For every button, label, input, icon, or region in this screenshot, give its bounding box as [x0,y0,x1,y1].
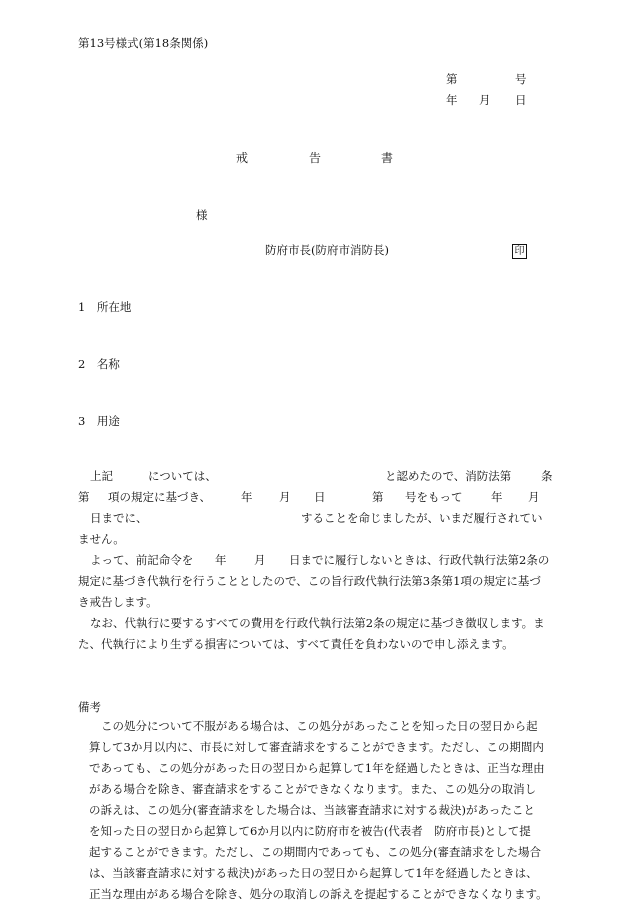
remarks-line: であっても、この処分があった日の翌日から起算して1年を経過したときは、正当な理由 [89,761,545,775]
remarks-line: がある場合を除き、審査請求をすることができなくなります。また、この処分の取消し [89,782,537,796]
body-row-8: なお、代執行に要するすべての費用を行政代執行法第2条の規定に基づき徴収します。ま [90,616,545,630]
body-text: 月 [528,490,540,504]
body-row-1 [0,471,630,485]
body-text: 第 [372,490,384,504]
form-label: 第13号様式(第18条関係) [78,36,209,50]
body-row-4: ません。 [78,532,125,546]
number-prefix: 第 [446,72,458,86]
body-text: 年 [215,553,227,567]
title-char-1: 戒 [236,151,249,165]
body-text: 上記 [90,469,113,483]
body-row-2 [0,492,630,506]
item-location: 1 所在地 [78,300,132,314]
remarks-line: 算して3か月以内に、市長に対して審査請求をすることができます。ただし、この期間内 [89,740,544,754]
body-text: することを命じましたが、いまだ履行されてい [301,511,543,525]
remarks-line: 正当な理由がある場合を除き、処分の取消しの訴えを提起することができなくなります。 [89,887,548,901]
body-text: と認めたので、消防法第 [385,469,512,483]
body-text: 月 [279,490,291,504]
seal-mark [512,244,527,259]
body-text: 条 [541,469,553,483]
date-month: 月 [479,93,491,107]
remarks-line: の訴えは、この処分(審査請求をした場合は、当該審査請求に対する裁決)があったこと [89,803,535,817]
body-text: 日 [314,490,326,504]
body-text: 第 [78,490,90,504]
issuer-name: 防府市長(防府市消防長) [265,243,389,257]
number-suffix: 号 [515,72,527,86]
body-text: 日までに、 [90,511,148,525]
addressee-suffix: 様 [196,208,208,222]
title-char-2: 告 [309,151,322,165]
date-day: 日 [515,93,527,107]
body-row-3 [0,513,630,527]
remarks-heading: 備考 [78,700,101,714]
body-row-6: 規定に基づき代執行を行うこととしたので、この旨行政代執行法第3条第1項の規定に基づ [78,574,541,588]
body-row-5 [0,555,630,569]
title-char-3: 書 [381,151,394,165]
remarks-line: 起することができます。ただし、この期間内であっても、この処分(審査請求をした場合 [89,845,541,859]
body-row-9: た、代執行により生ずる損害については、すべて責任を負わないので申し添えます。 [78,637,514,651]
remarks-line: は、当該審査請求に対する裁決)があった日の翌日から起算して1年を経過したときは、 [89,866,538,880]
body-text: よって、前記命令を [90,553,194,567]
remarks-line: この処分について不服がある場合は、この処分があったことを知った日の翌日から起 [101,719,538,733]
body-text: 号をもって [405,490,463,504]
body-text: 日までに履行しないときは、行政代執行法第2条の [289,553,550,567]
seal-stamp: 印 [512,244,527,259]
remarks-line: を知った日の翌日から起算して6か月以内に防府市を被告(代表者 防府市長)として提 [89,824,531,838]
body-text: 月 [254,553,266,567]
body-text: については、 [148,469,217,483]
item-use: 3 用途 [78,414,120,428]
body-text: 年 [491,490,503,504]
item-name: 2 名称 [78,357,120,371]
body-text: 項の規定に基づき、 [108,490,212,504]
date-year: 年 [446,93,458,107]
body-text: 年 [241,490,253,504]
body-row-7: き戒告します。 [78,595,158,609]
